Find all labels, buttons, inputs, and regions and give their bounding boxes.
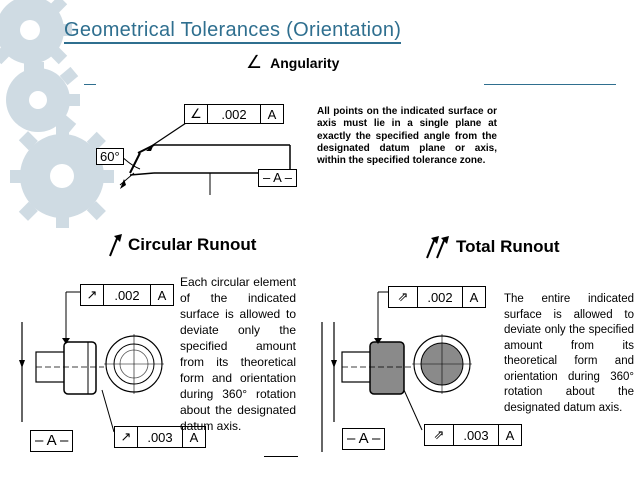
total-runout-heading-label: Total Runout [456, 237, 560, 256]
total-runout-arrow-icon [424, 234, 452, 260]
circular-runout-datum-label: – A – [30, 430, 73, 452]
slide-title: Geometrical Tolerances (Orientation) [64, 18, 401, 44]
circular-runout-fcf-top [80, 284, 174, 306]
angularity-description: All points on the indicated surface or axis must lie in a single plane at exactly the specified angle from the designated datum plane or axis, within the specified tolerance zone. [317, 106, 497, 167]
fcf-tolerance: .003 [454, 425, 499, 445]
fcf-datum: A [469, 289, 479, 305]
divider-line [264, 456, 298, 457]
runout-symbol-icon: ↗ [81, 285, 104, 305]
fcf-tolerance: .002 [104, 285, 151, 305]
total-runout-fcf-top [388, 286, 486, 308]
rule-line-right [484, 84, 616, 85]
fcf-datum: A [505, 427, 515, 443]
fcf-angularity-symbol: ∠ [185, 105, 208, 123]
total-runout-datum-label: – A – [342, 428, 385, 450]
circular-runout-heading-label: Circular Runout [128, 235, 257, 254]
fcf-datum: A [267, 106, 277, 122]
total-runout-symbol-icon: ⇗ [389, 287, 418, 307]
circular-runout-description: Each circular element of the indicated surface is allowed to deviate only the specified amount from its theoretical form and orientation during 360° rotation about the designated datum axis. [180, 275, 296, 433]
circular-runout-arrow-icon [106, 232, 124, 258]
fcf-datum: A [157, 287, 167, 303]
total-runout-symbol-icon: ⇗ [425, 425, 454, 445]
angularity-heading [246, 52, 339, 73]
angularity-symbol-icon: ∠ [246, 52, 263, 72]
total-runout-fcf-bottom [424, 424, 522, 446]
fcf-datum: A [189, 429, 199, 445]
fcf-tolerance: .003 [138, 427, 183, 447]
total-runout-heading [424, 234, 560, 260]
rule-line-left [84, 84, 96, 85]
angle-label: 60° [96, 148, 124, 165]
angularity-datum-label: – A – [258, 169, 297, 187]
total-runout-description: The entire indicated surface is allowed to deviate only the specified amount from its theoretical form and orientation during 360° rotation about the designated datum axis. [504, 293, 634, 414]
angularity-heading-label: Angularity [270, 54, 340, 71]
angularity-fcf [184, 104, 284, 124]
runout-symbol-icon: ↗ [115, 427, 138, 447]
circular-runout-heading [106, 232, 256, 258]
fcf-tolerance: .002 [208, 105, 261, 123]
fcf-tolerance: .002 [418, 287, 463, 307]
